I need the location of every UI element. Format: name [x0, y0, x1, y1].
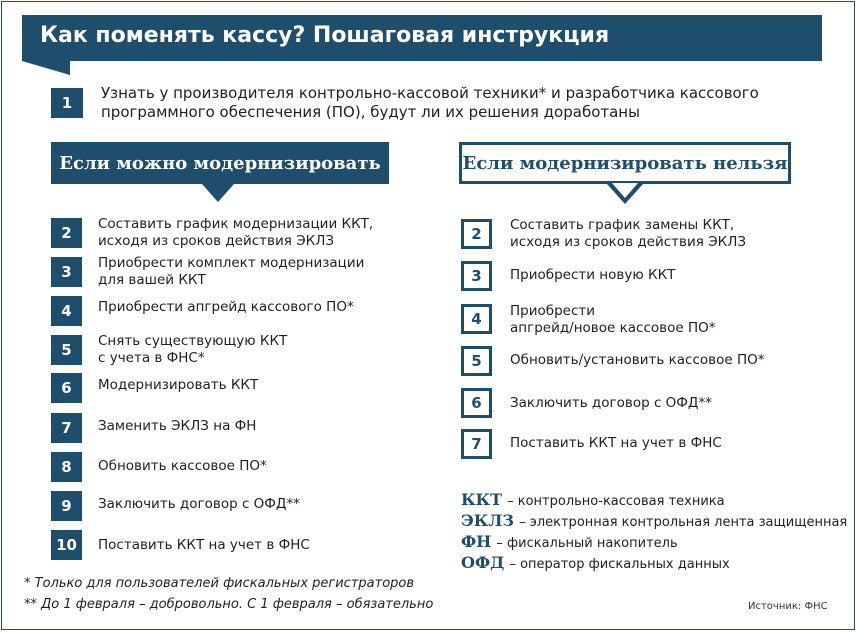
- legend-def: – электронная контрольная лента защищенная: [519, 515, 848, 530]
- step-text: Снять существующую ККТ с учета в ФНС*: [98, 333, 288, 366]
- step-number: 7: [461, 429, 492, 459]
- step-text: Приобрести новую ККТ: [510, 267, 676, 283]
- legend-def: – оператор фискальных данных: [509, 557, 730, 572]
- legend-def: – контрольно-кассовая техника: [507, 494, 725, 509]
- step-text: Обновить кассовое ПО*: [98, 458, 267, 474]
- legend-row: [461, 553, 730, 575]
- left-section-title: Если можно модернизировать: [51, 142, 389, 184]
- step-number: 10: [51, 530, 82, 560]
- step-text: Поставить ККТ на учет в ФНС: [510, 435, 722, 451]
- step-number: 8: [51, 452, 82, 482]
- page-title: Как поменять кассу? Пошаговая инструкция: [40, 23, 610, 48]
- legend-abbr: ККТ: [461, 490, 503, 509]
- step-text: Модернизировать ККТ: [98, 377, 259, 393]
- source-credit: Источник: ФНС: [748, 601, 828, 612]
- footnote: ** До 1 февраля – добровольно. С 1 февраля – обязательно: [24, 597, 434, 612]
- legend-row: [461, 532, 678, 554]
- step-text: Заключить договор с ОФД**: [98, 496, 300, 512]
- step-text: Приобрести комплект модернизации для вашей ККТ: [98, 255, 365, 288]
- step-text: Заменить ЭКЛЗ на ФН: [98, 418, 257, 434]
- legend-def: – фискальный накопитель: [496, 536, 678, 551]
- step-number: 3: [51, 257, 82, 287]
- step-text: Приобрести апгрейд/новое кассовое ПО*: [510, 303, 716, 336]
- step-text: Составить график модернизации ККТ, исходя из сроков действия ЭКЛЗ: [98, 216, 374, 249]
- step-text: Составить график замены ККТ, исходя из сроков действия ЭКЛЗ: [510, 217, 747, 250]
- step-number: 4: [461, 304, 492, 334]
- step-text: Поставить ККТ на учет в ФНС: [98, 537, 310, 553]
- step-number: 9: [51, 491, 82, 521]
- legend-abbr: ФН: [461, 532, 492, 551]
- step-text: Заключить договор с ОФД**: [510, 395, 712, 411]
- step-number: 2: [461, 219, 492, 249]
- footnote: * Только для пользователей фискальных регистраторов: [24, 576, 415, 591]
- right-section-title: Если модернизировать нельзя: [459, 142, 791, 184]
- left-section-arrow: [202, 184, 234, 202]
- step-text: Обновить/установить кассовое ПО*: [510, 352, 765, 368]
- legend-row: [461, 490, 725, 512]
- step-number: 3: [461, 261, 492, 291]
- intro-step-text: Узнать у производителя контрольно-кассовой техники* и разработчика кассового программного обеспечения (ПО), будут ли их решения доработаны: [101, 84, 759, 121]
- step-text: Приобрести апгрейд кассового ПО*: [98, 299, 354, 315]
- header-ribbon: [22, 15, 822, 61]
- step-number: 6: [51, 373, 82, 403]
- step-number: 7: [51, 413, 82, 443]
- step-number: 6: [461, 388, 492, 418]
- intro-step-number: 1: [51, 88, 83, 118]
- legend-row: [461, 511, 847, 533]
- step-number: 4: [51, 296, 82, 326]
- step-number: 5: [461, 346, 492, 376]
- ribbon-fold: [22, 61, 70, 75]
- legend-abbr: ЭКЛЗ: [461, 511, 514, 530]
- legend-abbr: ОФД: [461, 553, 505, 572]
- step-number: 2: [51, 218, 82, 248]
- step-number: 5: [51, 335, 82, 365]
